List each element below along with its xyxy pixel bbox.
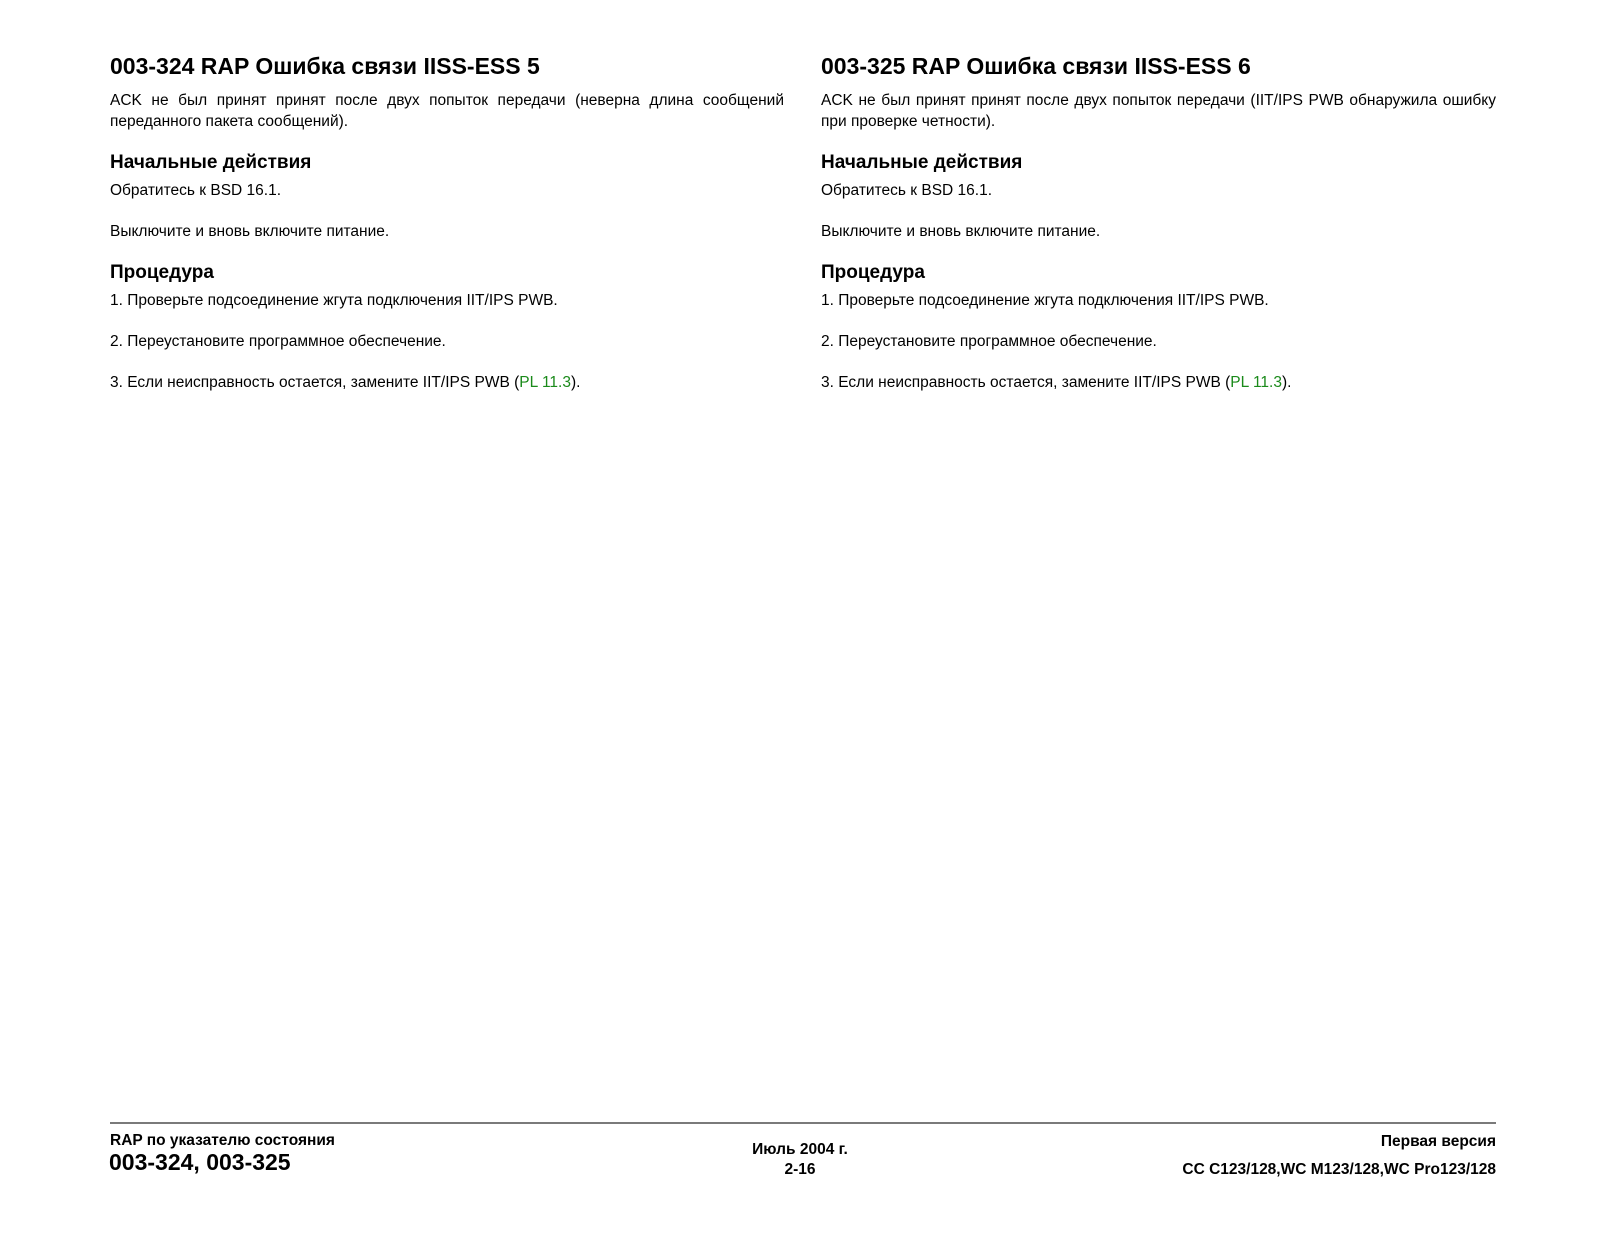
procedure-step-3: [110, 372, 784, 393]
procedure-step-2: 2. Переустановите программное обеспечение.: [110, 333, 446, 350]
page-title: 003-325 RAP Ошибка связи IISS-ESS 6: [821, 53, 1251, 79]
initial-step-power-cycle: Выключите и вновь включите питание.: [821, 223, 1101, 240]
procedure-heading: Процедура: [821, 262, 925, 283]
footer-divider: [110, 1122, 1496, 1124]
procedure-step-1: 1. Проверьте подсоединение жгута подключения IIT/IPS PWB.: [110, 292, 558, 309]
initial-step-bsd: Обратитесь к BSD 16.1.: [821, 182, 993, 199]
rap-003-324-section: [110, 50, 784, 393]
footer-version: Первая версия: [1380, 1133, 1496, 1150]
footer-section-label: RAP по указателю состояния: [110, 1132, 335, 1149]
page-title: 003-324 RAP Ошибка связи IISS-ESS 5: [110, 53, 540, 79]
initial-step-bsd: Обратитесь к BSD 16.1.: [110, 182, 282, 199]
procedure-step-3-text: 3. Если неисправность остается, замените IIT/IPS PWB (: [821, 374, 1231, 391]
procedure-step-3: [821, 372, 1496, 393]
fault-description: ACK не был принят принят после двух попыток передачи (IIT/IPS PWB обнаружила ошибку при проверке четности).: [821, 92, 1496, 130]
procedure-step-1: 1. Проверьте подсоединение жгута подключения IIT/IPS PWB.: [821, 292, 1269, 309]
footer-right: [1182, 1132, 1496, 1180]
procedure-step-3-close: ).: [1281, 374, 1292, 391]
fault-description: ACK не был принят принят после двух попыток передачи (неверна длина сообщений переданного пакета сообщений).: [110, 92, 784, 130]
footer-models: CC C123/128,WC M123/128,WC Pro123/128: [1182, 1161, 1496, 1178]
procedure-step-3-close: ).: [570, 374, 581, 391]
parts-list-link[interactable]: PL 11.3: [1230, 374, 1282, 391]
procedure-step-3-text: 3. Если неисправность остается, замените IIT/IPS PWB (: [110, 374, 520, 391]
footer-date: Июль 2004 г.: [752, 1141, 848, 1158]
parts-list-link[interactable]: PL 11.3: [519, 374, 571, 391]
footer-status-codes: 003-324, 003-325: [109, 1149, 291, 1175]
procedure-heading: Процедура: [110, 262, 214, 283]
initial-actions-heading: Начальные действия: [821, 152, 1023, 173]
procedure-step-2: 2. Переустановите программное обеспечение.: [821, 333, 1157, 350]
initial-actions-heading: Начальные действия: [110, 152, 312, 173]
rap-003-325-section: [821, 50, 1496, 393]
footer-page-number: 2-16: [784, 1161, 816, 1178]
initial-step-power-cycle: Выключите и вновь включите питание.: [110, 223, 390, 240]
footer-center: [700, 1140, 900, 1180]
